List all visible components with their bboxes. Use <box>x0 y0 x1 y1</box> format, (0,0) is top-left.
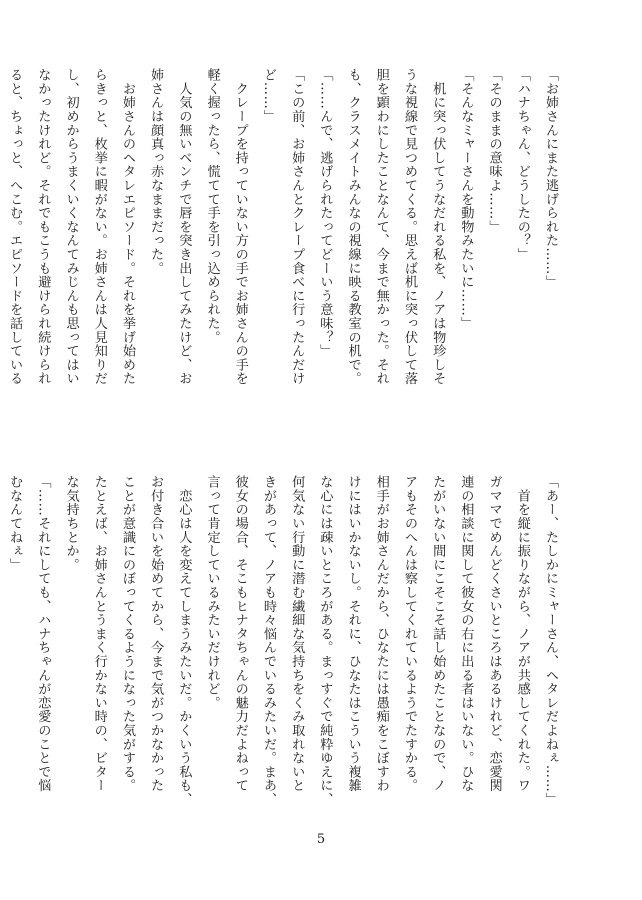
text-line: 恋心は人を変えてしまうみたいだ。かくいう私も、 <box>176 475 192 807</box>
text-line: 「この前、お姉さんとクレープ食べに行ったんだけ <box>289 68 305 386</box>
text-line: 姉さんは顔真っ赤なままだった。 <box>148 68 164 275</box>
text-line: も、クラスメイトみんなの視線に映る教室の机で。 <box>345 68 361 386</box>
lower-text-block <box>0 475 564 807</box>
text-line: 言って肯定しているみたいだけれど。 <box>204 475 220 710</box>
text-line: 「ハナちゃん、どうしたの？」 <box>514 68 530 262</box>
text-line: 彼女の場合、そこもヒナタちゃんの魅力だよねって <box>232 475 248 793</box>
text-line: 「そのままの意味よ……」 <box>486 68 502 234</box>
text-line: きがあって、ノアも時々悩んでいるみたいだ。まあ、 <box>260 475 276 807</box>
text-line: クレープを持っていない方の手でお姉さんの手を <box>232 68 248 386</box>
text-line: お付き合いを始めてから、今まで気がつかなかった <box>148 475 164 793</box>
text-line: たとえば、お姉さんとうまく行かない時の、ビター <box>91 475 107 793</box>
text-line: アもそのへんは察してくれているようでたすかる。 <box>401 475 417 793</box>
text-line: な気持ちとか。 <box>63 475 79 572</box>
text-line: なかったけれど。それでもこうも避けられ続けられ <box>35 68 51 386</box>
text-line: ると、ちょっと、へこむ。エピソードを話している <box>7 68 23 386</box>
text-line: お姉さんのヘタレエピソード。それを挙げ始めた <box>119 68 135 386</box>
text-line: ど……」 <box>260 68 276 124</box>
text-line: けにはいかないし。それに、ひなたはこういう複雑 <box>345 475 361 793</box>
text-line: 相手がお姉さんだから、ひなたには愚痴をこぼすわ <box>373 475 389 793</box>
page-number: 5 <box>316 832 326 847</box>
text-line: 「……んで、逃げられたってどーいう意味？」 <box>317 68 333 358</box>
text-line: な心には疎いところがある。まっすぐで純粋ゆえに、 <box>317 475 333 807</box>
text-line: 机に突っ伏してうなだれる私を、ノアは物珍しそ <box>430 68 446 386</box>
text-line: 「お姉さんにまた逃げられた……」 <box>543 68 558 289</box>
text-line: たがいない間にこそこそ話し始めたことなので、ノ <box>430 475 446 793</box>
text-line: 連の相談に関して彼女の右に出る者はいない。ひな <box>458 475 474 793</box>
text-line: 「そんなミャーさんを動物みたいに……」 <box>458 68 474 331</box>
text-line: 首を縦に振りながら、ノアが共感してくれた。ワ <box>514 475 530 793</box>
text-line: らきっと、枚挙に暇がない。お姉さんは人見知りだ <box>91 68 107 386</box>
text-line: むなんてねぇ」 <box>7 475 23 572</box>
text-line: ガママでめんどくさいところはあるけれど、恋愛関 <box>486 475 502 793</box>
text-line: 人気の無いベンチで唇を突き出してみたけど、お <box>176 68 192 386</box>
text-line: うな視線で見つめてくる。思えば机に突っ伏して落 <box>401 68 417 386</box>
upper-text-block <box>0 68 564 386</box>
text-line: 「……それにしても、ハナちゃんが恋愛のことで悩 <box>35 475 51 793</box>
text-line: 「あー、たしかにミャーさん、ヘタレだよねぇ……」 <box>543 475 558 807</box>
text-line: し、初めからうまくいくなんてみじんも思ってはい <box>63 68 79 386</box>
text-line: 軽く握ったら、慌てて手を引っ込められた。 <box>204 68 220 344</box>
text-line: 何気ない行動に潜む繊細な気持ちをくみ取れないと <box>289 475 305 793</box>
text-line: 胆を顕わにしたことなんて、今まで無かった。それ <box>373 68 389 386</box>
text-line: ことが意識にのぼってくるようになった気がする。 <box>119 475 135 793</box>
